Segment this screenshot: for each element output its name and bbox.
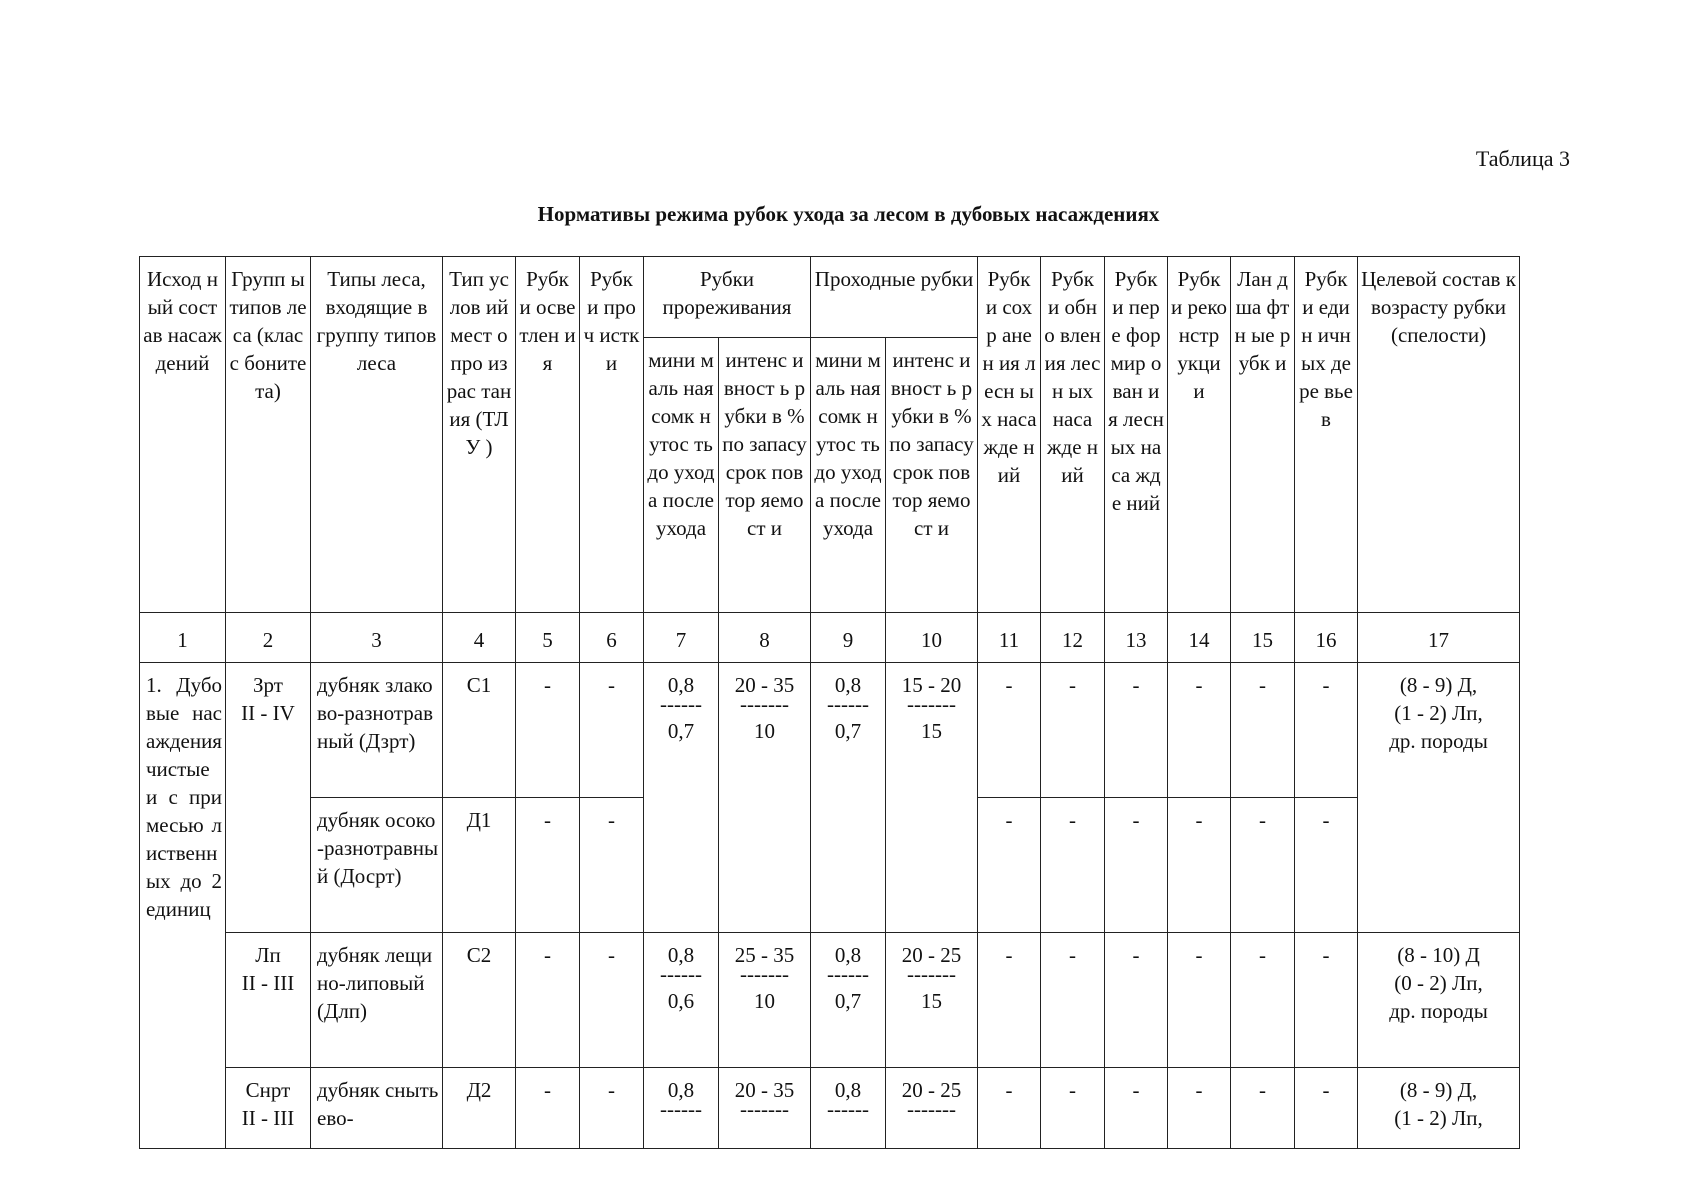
group-code: Лп <box>255 943 281 967</box>
ratio-top: 0,8 <box>667 673 695 697</box>
column-number: 1 <box>140 613 226 663</box>
landscape-value: - <box>1231 663 1295 798</box>
passage-intensity-value <box>886 933 978 1068</box>
tlu-cell: С1 <box>443 663 516 798</box>
header-reconstruction-cuts: Рубк и реко нстр укци и <box>1168 257 1231 613</box>
ratio-top: 0,8 <box>834 673 862 697</box>
header-forest-types: Типы леса, входящие в группу типов леса <box>311 257 443 613</box>
reconstruction-value: - <box>1168 663 1231 798</box>
ratio-bottom: 0,7 <box>667 719 695 743</box>
ratio-divider: ------- <box>740 1104 789 1121</box>
column-number: 17 <box>1358 613 1520 663</box>
ratio <box>902 941 962 1015</box>
ratio <box>827 941 869 1015</box>
preservation-value: - <box>978 663 1041 798</box>
renewal-value: - <box>1041 1068 1105 1149</box>
forest-type-cell: дубняк снытьево- <box>311 1068 443 1149</box>
ratio-top: 20 - 35 <box>734 1078 795 1102</box>
column-number: 12 <box>1041 613 1105 663</box>
ratio-top: 20 - 25 <box>901 1078 962 1102</box>
reformation-value: - <box>1105 798 1168 933</box>
single-tree-value: - <box>1295 933 1358 1068</box>
renewal-value: - <box>1041 798 1105 933</box>
ratio <box>902 1076 962 1122</box>
initial-composition-cell: 1. Дубовые насаждения чистые и с примесью лиственных до 2 единиц <box>140 663 226 1149</box>
column-number: 9 <box>811 613 886 663</box>
ratio <box>735 671 795 745</box>
preservation-value: - <box>978 798 1041 933</box>
landscape-value: - <box>1231 933 1295 1068</box>
tlu-cell: С2 <box>443 933 516 1068</box>
column-number: 6 <box>580 613 644 663</box>
ratio-divider: ------ <box>660 1104 702 1121</box>
ratio-divider: ------- <box>907 699 956 716</box>
preservation-value: - <box>978 1068 1041 1149</box>
ratio <box>660 671 702 745</box>
forest-group-cell <box>226 663 311 933</box>
passage-intensity-value <box>886 663 978 933</box>
header-reformation-cuts: Рубк и пере фор мир ован ия лесн ых наса жде ний <box>1105 257 1168 613</box>
ratio-divider: ------ <box>660 969 702 986</box>
target-composition-cell: (8 - 9) Д, (1 - 2) Лп, <box>1358 1068 1520 1149</box>
ratio-divider: ------ <box>827 1104 869 1121</box>
ratio-bottom: 15 <box>921 989 942 1013</box>
forest-type-cell: дубняк лещино-липовый (Длп) <box>311 933 443 1068</box>
column-number: 8 <box>719 613 811 663</box>
ratio-top: 20 - 25 <box>901 943 962 967</box>
header-cleaning-cuts: Рубк и проч истк и <box>580 257 644 613</box>
header-thinning-density: мини маль ная сомк нутос ть до ухода после ухода <box>644 338 719 613</box>
header-single-tree-cuts: Рубк и един ичн ых дере вьев <box>1295 257 1358 613</box>
header-thinning-intensity: интенс ивност ь рубки в % по запасу срок повтор яемост и <box>719 338 811 613</box>
header-passage-intensity: интенс ивност ь рубки в % по запасу срок повтор яемост и <box>886 338 978 613</box>
reformation-value: - <box>1105 933 1168 1068</box>
lightening-value: - <box>516 663 580 798</box>
preservation-value: - <box>978 933 1041 1068</box>
column-number: 14 <box>1168 613 1231 663</box>
ratio-bottom: 0,7 <box>834 719 862 743</box>
column-number: 4 <box>443 613 516 663</box>
tlu-cell: Д1 <box>443 798 516 933</box>
single-tree-value: - <box>1295 663 1358 798</box>
landscape-value: - <box>1231 1068 1295 1149</box>
passage-density-value <box>811 1068 886 1149</box>
ratio-bottom: 0,7 <box>834 989 862 1013</box>
thinning-intensity-value <box>719 663 811 933</box>
column-number: 15 <box>1231 613 1295 663</box>
cleaning-value: - <box>580 798 644 933</box>
passage-intensity-value <box>886 1068 978 1149</box>
ratio-top: 0,8 <box>834 943 862 967</box>
column-number: 2 <box>226 613 311 663</box>
reformation-value: - <box>1105 663 1168 798</box>
ratio-top: 20 - 35 <box>734 673 795 697</box>
single-tree-value: - <box>1295 1068 1358 1149</box>
ratio-divider: ------- <box>907 1104 956 1121</box>
ratio-bottom: 10 <box>754 719 775 743</box>
target-composition-cell: (8 - 10) Д (0 - 2) Лп, др. породы <box>1358 933 1520 1068</box>
reconstruction-value: - <box>1168 1068 1231 1149</box>
ratio-divider: ------ <box>660 699 702 716</box>
ratio <box>660 1076 702 1122</box>
header-renewal-cuts: Рубк и обно влен ия лесн ых наса жде ний <box>1041 257 1105 613</box>
header-passage-cuts: Проходные рубки <box>811 257 978 338</box>
ratio-top: 15 - 20 <box>901 673 962 697</box>
ratio <box>902 671 962 745</box>
ratio-divider: ------- <box>740 699 789 716</box>
document-title: Нормативы режима рубок ухода за лесом в дубовых насаждениях <box>537 202 1160 226</box>
ratio <box>660 941 702 1015</box>
landscape-value: - <box>1231 798 1295 933</box>
thinning-density-value <box>644 663 719 933</box>
ratio-divider: ------ <box>827 699 869 716</box>
column-number: 5 <box>516 613 580 663</box>
thinning-density-value <box>644 1068 719 1149</box>
forest-group-cell <box>226 1068 311 1149</box>
ratio-divider: ------- <box>740 969 789 986</box>
ratio <box>827 671 869 745</box>
ratio <box>827 1076 869 1122</box>
ratio <box>735 941 795 1015</box>
header-preservation-cuts: Рубк и сохр анен ия лесн ых наса жде ний <box>978 257 1041 613</box>
thinning-density-value <box>644 933 719 1068</box>
header-target-composition: Целевой состав к возрасту рубки (спелости) <box>1358 257 1520 613</box>
renewal-value: - <box>1041 663 1105 798</box>
header-lightening-cuts: Рубк и осве тлен ия <box>516 257 580 613</box>
group-code: Зрт <box>253 673 283 697</box>
cleaning-value: - <box>580 933 644 1068</box>
table-row <box>140 933 1520 1068</box>
tlu-cell: Д2 <box>443 1068 516 1149</box>
reconstruction-value: - <box>1168 798 1231 933</box>
column-number: 13 <box>1105 613 1168 663</box>
forest-group-cell <box>226 933 311 1068</box>
table-row <box>140 1068 1520 1149</box>
renewal-value: - <box>1041 933 1105 1068</box>
header-landscape-cuts: Лан дша фтн ые рубк и <box>1231 257 1295 613</box>
reformation-value: - <box>1105 1068 1168 1149</box>
header-row-top <box>140 257 1520 338</box>
column-number: 10 <box>886 613 978 663</box>
table-number-label: Таблица 3 <box>1475 146 1570 171</box>
ratio-bottom: 0,6 <box>667 989 695 1013</box>
header-tlu: Тип услов ий мест опро израс тания (ТЛУ ) <box>443 257 516 613</box>
reconstruction-value: - <box>1168 933 1231 1068</box>
ratio-bottom: 15 <box>921 719 942 743</box>
group-code: Снрт <box>245 1078 291 1102</box>
ratio-bottom: 10 <box>754 989 775 1013</box>
lightening-value: - <box>516 798 580 933</box>
bonitet-class: II - III <box>241 1106 295 1130</box>
passage-density-value <box>811 663 886 933</box>
norms-table <box>139 256 1520 1149</box>
ratio-divider: ------ <box>827 969 869 986</box>
thinning-intensity-value <box>719 933 811 1068</box>
column-number: 16 <box>1295 613 1358 663</box>
single-tree-value: - <box>1295 798 1358 933</box>
ratio-top: 25 - 35 <box>734 943 795 967</box>
column-number: 11 <box>978 613 1041 663</box>
ratio-top: 0,8 <box>834 1078 862 1102</box>
ratio-divider: ------- <box>907 969 956 986</box>
ratio <box>735 1076 795 1122</box>
cleaning-value: - <box>580 1068 644 1149</box>
forest-type-cell: дубняк злаково-разнотравный (Дзрт) <box>311 663 443 798</box>
lightening-value: - <box>516 933 580 1068</box>
header-passage-density: мини маль ная сомк нутос ть до ухода после ухода <box>811 338 886 613</box>
ratio-top: 0,8 <box>667 1078 695 1102</box>
forest-type-cell: дубняк осоко-разнотравный (Досрт) <box>311 798 443 933</box>
ratio-top: 0,8 <box>667 943 695 967</box>
header-thinning: Рубки прореживания <box>644 257 811 338</box>
header-forest-group: Групп ы типов леса (класс боните та) <box>226 257 311 613</box>
column-number: 7 <box>644 613 719 663</box>
cleaning-value: - <box>580 663 644 798</box>
passage-density-value <box>811 933 886 1068</box>
lightening-value: - <box>516 1068 580 1149</box>
header-composition: Исход ный состав насаж дений <box>140 257 226 613</box>
thinning-intensity-value <box>719 1068 811 1149</box>
column-number-row <box>140 613 1520 663</box>
column-number: 3 <box>311 613 443 663</box>
bonitet-class: II - IV <box>241 701 295 725</box>
target-composition-cell: (8 - 9) Д, (1 - 2) Лп, др. породы <box>1358 663 1520 933</box>
table-row <box>140 663 1520 798</box>
bonitet-class: II - III <box>241 971 295 995</box>
